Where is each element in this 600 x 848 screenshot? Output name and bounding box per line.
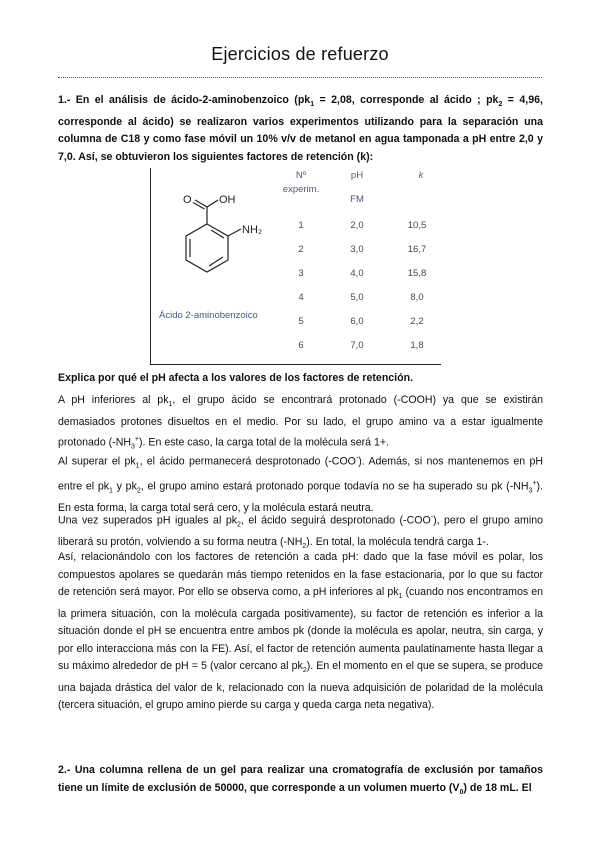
header-exp-line2: experim.: [282, 184, 320, 195]
superscript: +: [134, 436, 140, 444]
text-run: ). En este caso, la carga total de la molécula será 1+.: [139, 436, 389, 449]
superscript: +: [532, 480, 537, 488]
table-cell-n: 4: [298, 292, 304, 303]
atom-oh: OH: [219, 194, 236, 206]
text-run: ). En esta forma, la carga total será cero, y la molécula estará neutra.: [58, 480, 544, 515]
question-1-intro: [58, 92, 543, 166]
table-cell-ph: 4,0: [350, 268, 364, 279]
header-exp-line1: Nº: [295, 170, 307, 181]
table-cell-n: 5: [298, 316, 304, 327]
subscript: 3: [131, 443, 135, 451]
header-ph-line2: FM: [350, 194, 364, 205]
table-cell-n: 1: [298, 220, 304, 231]
atom-o: O: [183, 194, 192, 206]
text-run: = 2,08, corresponde al ácido ; pk: [314, 94, 499, 106]
subscript: 3: [528, 487, 533, 495]
subscript: 1: [398, 593, 403, 601]
subscript: 1: [109, 487, 113, 495]
table-cell-ph: 3,0: [350, 244, 364, 255]
subscript: 1: [310, 101, 315, 109]
table-cell-ph: 6,0: [350, 316, 364, 327]
aminobenzoic-acid-structure-icon: [159, 180, 281, 310]
table-cell-n: 6: [298, 340, 304, 351]
subscript: 2: [237, 521, 241, 529]
text-run: y pk: [112, 480, 137, 493]
table-cell-k: 2,2: [410, 316, 424, 327]
answer-paragraph-2: [58, 450, 543, 518]
table-cell-k: 16,7: [407, 244, 427, 255]
table-cell-ph: 2,0: [350, 220, 364, 231]
table-cell-ph: 7,0: [350, 340, 364, 351]
answer-paragraph-1: [58, 392, 543, 456]
text-run: , el ácido permanecerá desprotonado (-COO: [139, 455, 356, 468]
text-run: Al superar el pk: [58, 455, 136, 468]
question-2-intro: [58, 762, 543, 801]
text-run: Una vez superados pH iguales al pk: [58, 514, 238, 527]
page-title: Ejercicios de refuerzo: [211, 44, 389, 64]
answer-paragraph-4: [58, 549, 543, 715]
text-run: ). Además, si nos mantenemos en pH entre el pk: [58, 455, 544, 493]
subscript: 2: [302, 543, 307, 551]
molecule-name: Ácido 2-aminobenzoico: [159, 310, 258, 321]
table-cell-k: 15,8: [407, 268, 427, 279]
subscript: 2: [302, 667, 307, 675]
subscript: 2: [498, 101, 503, 109]
table-cell-k: 8,0: [410, 292, 424, 303]
table-cell-k: 1,8: [410, 340, 424, 351]
atom-nh2: NH₂: [242, 224, 263, 236]
subscript: 1: [168, 401, 173, 409]
superscript: -: [430, 514, 434, 521]
text-run: ). En total, la molécula tendrá carga 1-.: [306, 536, 489, 549]
text-run: (cuando nos encontramos en la primera situación, con la molécula cargada positivamente), su factor de retención es inferior a la situación donde el pH se encuentra entre ambos pk (donde la molécula es apolar, neutra, sin carga, y por ello interacciona más con la FE). Así, el factor de retención aumenta paulatinamente hasta llegar a su máximo alrededor de pH = 5 (valor cercano al pk: [58, 586, 543, 673]
text-run: , el grupo ácido se encontrará protonado (-COOH) ya que se existirán demasiados protones disueltos en el medio. Por su lado, el grupo amino va a estar igualmente protonado (-NH: [58, 394, 543, 449]
question-text: Explica por qué el pH afecta a los valores de los factores de retención.: [58, 372, 414, 384]
table-cell-n: 3: [298, 268, 304, 279]
text-run: = 4,96, corresponde al ácido) se realizaron varios experimentos utilizando para la separación una columna de C18 y como fase móvil un 10% v/v de metanol en agua tamponada a pH entre 2,0 y 7,0. Así, se obtuvieron los siguientes factores de retención (k):: [58, 94, 543, 163]
table-cell-k: 10,5: [407, 220, 427, 231]
dotted-divider: [58, 77, 542, 78]
subscript: 2: [136, 487, 141, 495]
text-run: A pH inferiores al pk: [58, 394, 169, 406]
text-run: 2.- Una columna rellena de un gel para realizar una cromatografía de exclusión por tamaños tiene un límite de exclusión de 50000, que corresponde a un volumen muerto (V: [58, 764, 543, 794]
header-k: k: [418, 170, 424, 181]
header-ph-line1: pH: [350, 170, 364, 181]
table-cell-n: 2: [298, 244, 304, 255]
table-cell-ph: 5,0: [350, 292, 364, 303]
superscript: -: [355, 455, 359, 462]
retention-table: [150, 168, 441, 365]
text-run: ) de 18 mL. El: [463, 781, 532, 794]
subscript: 0: [459, 788, 464, 796]
text-run: , el grupo amino estará protonado porque todavía no se ha superado su pk (-NH: [140, 480, 529, 493]
text-run: , el ácido seguirá desprotonado (-COO: [240, 514, 431, 527]
text-run: ). En el momento en el que se supera, se produce una bajada drástica del valor de k, relacionado con la nueva adquisición de polaridad de la molécula (tercera situación, el grupo amino pierde su carga y queda carga neta negativa).: [58, 660, 544, 712]
subscript: 1: [135, 462, 140, 470]
text-run: 1.- En el análisis de ácido-2-aminobenzoico (pk: [58, 94, 311, 106]
text-run: ), pero el grupo amino liberará su protón, volviendo a su forma neutra (-NH: [58, 514, 543, 549]
text-run: Así, relacionándolo con los factores de retención a cada pH: dado que la fase móvil es polar, los compuestos apolares se quedarán más tiempo retenidos en la fase estacionaria, por lo que su factor de retención será mayor. Por ello se observa como, a pH inferiores al pk: [58, 551, 543, 598]
